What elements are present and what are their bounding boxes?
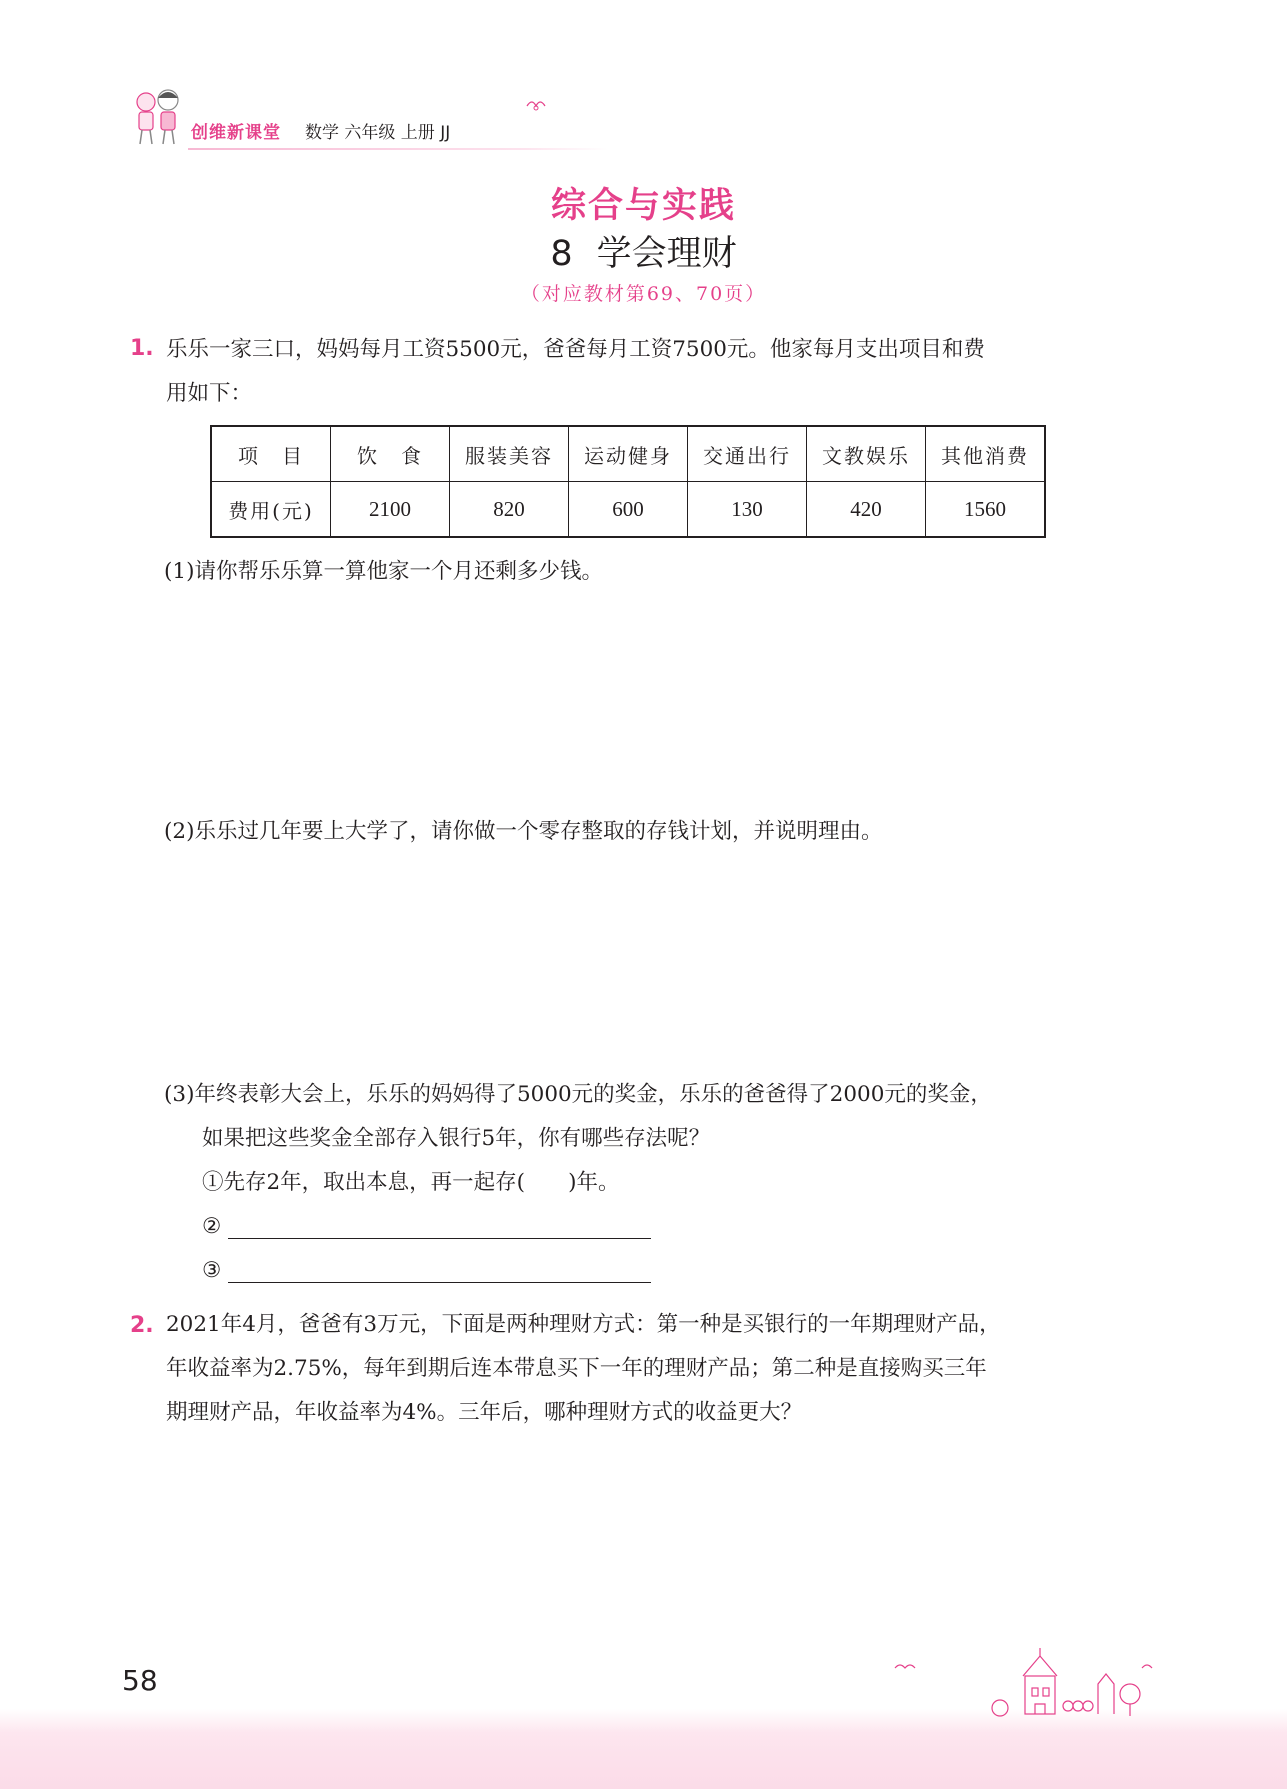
table-cell: 2100 <box>331 482 450 538</box>
table-cell: 820 <box>450 482 569 538</box>
question-2-line-2: 年收益率为2.75%，每年到期后连本带息买下一年的理财产品；第二种是直接购买三年 <box>166 1356 987 1381</box>
table-cell: 130 <box>688 482 807 538</box>
question-1-line-1: 乐乐一家三口，妈妈每月工资5500元，爸爸每月工资7500元。他家每月支出项目和费 <box>166 337 985 362</box>
question-2-text <box>166 1303 1156 1435</box>
question-2-number: 2. <box>130 1313 154 1338</box>
table-cell: 600 <box>569 482 688 538</box>
table-column-header: 运动健身 <box>569 426 688 482</box>
textbook-reference: （对应教材第69、70页） <box>520 283 767 305</box>
part-3-line-2: 如果把这些奖金全部存入银行5年，你有哪些存法呢？ <box>202 1126 711 1151</box>
table-column-header: 其他消费 <box>926 426 1046 482</box>
question-2-line-1: 2021年4月，爸爸有3万元，下面是两种理财方式：第一种是买银行的一年期理财产品， <box>166 1312 1001 1337</box>
table-row-header: 费用(元) <box>211 482 331 538</box>
lesson-title <box>0 226 1287 276</box>
table-cell: 420 <box>807 482 926 538</box>
table-header-row <box>211 426 1045 482</box>
question-1-part-3 <box>164 1073 1154 1293</box>
lesson-name: 学会理财 <box>596 234 737 274</box>
bird-doodle-icon <box>525 96 547 114</box>
subject-label: 数学 六年级 上册 JJ <box>305 123 451 143</box>
header-divider <box>188 148 608 150</box>
question-1-number: 1. <box>130 336 154 361</box>
table-column-header: 文教娱乐 <box>807 426 926 482</box>
question-2-line-3: 期理财产品，年收益率为4%。三年后，哪种理财方式的收益更大？ <box>166 1400 803 1425</box>
table-row-header: 项 目 <box>211 426 331 482</box>
table-column-header: 服装美容 <box>450 426 569 482</box>
page-header <box>128 82 488 154</box>
footer-band <box>0 1709 1287 1789</box>
table-row <box>211 482 1045 538</box>
section-title: 综合与实践 <box>550 186 736 226</box>
answer-blank-line-2[interactable] <box>228 1238 651 1239</box>
castle-doodle-icon <box>880 1648 1160 1720</box>
question-1-part-1: (1)请你帮乐乐算一算他家一个月还剩多少钱。 <box>164 559 603 584</box>
table-cell: 1560 <box>926 482 1046 538</box>
brand-name: 创维新课堂 <box>191 123 281 143</box>
question-1-text <box>166 328 1146 416</box>
question-1-line-2: 用如下： <box>166 381 253 406</box>
table-column-header: 饮 食 <box>331 426 450 482</box>
table-column-header: 交通出行 <box>688 426 807 482</box>
answer-blank-line-3[interactable] <box>228 1282 651 1283</box>
lesson-number: 8 <box>550 234 573 274</box>
page-number: 58 <box>122 1664 158 1697</box>
part-3-option-1: ①先存2年，取出本息，再一起存( )年。 <box>202 1170 620 1195</box>
kids-illustration-icon <box>128 86 186 146</box>
question-1-part-2: (2)乐乐过几年要上大学了，请你做一个零存整取的存钱计划，并说明理由。 <box>164 819 883 844</box>
part-3-line-1: (3)年终表彰大会上，乐乐的妈妈得了5000元的奖金，乐乐的爸爸得了2000元的奖金， <box>164 1082 992 1107</box>
part-3-option-3-marker: ③ <box>202 1258 222 1283</box>
expense-table <box>210 425 1046 538</box>
part-3-option-2-marker: ② <box>202 1214 222 1239</box>
